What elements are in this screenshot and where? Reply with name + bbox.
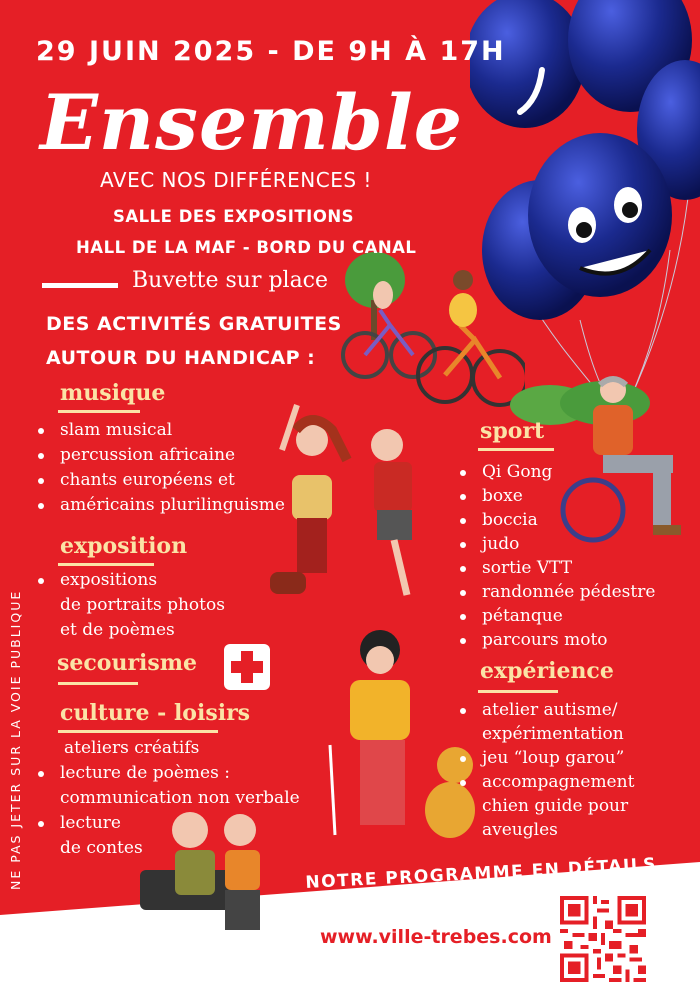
programme-link-label: NOTRE PROGRAMME EN DÉTAILS SUR	[305, 854, 658, 913]
list-item: américains plurilinguisme	[34, 493, 285, 518]
heading-underline	[58, 410, 140, 413]
activities-intro-line1: DES ACTIVITÉS GRATUITES	[46, 313, 342, 335]
dancing-children-illustration	[262, 400, 447, 610]
list-item: ateliers créatifs	[64, 738, 200, 758]
venue-location: HALL DE LA MAF - BORD DU CANAL	[76, 238, 417, 257]
list-item: expositions	[34, 568, 225, 593]
section-heading-exposition: exposition	[60, 533, 188, 559]
list-item: percussion africaine	[34, 443, 285, 468]
experience-list	[456, 698, 634, 842]
list-item: randonnée pédestre	[456, 580, 655, 604]
heading-underline	[58, 682, 138, 685]
event-subtitle: AVEC NOS DIFFÉRENCES !	[100, 168, 372, 192]
activities-intro-line2: AUTOUR DU HANDICAP :	[46, 347, 316, 369]
section-heading-experience: expérience	[480, 658, 614, 684]
list-item: boccia	[456, 508, 655, 532]
list-item: atelier autisme/	[456, 698, 634, 722]
list-item: lecture de poèmes :	[34, 761, 300, 786]
culture-list	[34, 736, 300, 861]
list-item: accompagnement	[456, 770, 634, 794]
list-item: de portraits photos	[60, 595, 225, 615]
list-item: chien guide pour	[482, 796, 629, 816]
musique-list	[34, 418, 285, 518]
list-item: parcours moto	[456, 628, 655, 652]
heading-underline	[58, 730, 218, 733]
event-title: Ensemble	[40, 78, 464, 167]
list-item: Qi Gong	[456, 460, 655, 484]
heading-underline	[478, 448, 554, 451]
venue-name: SALLE DES EXPOSITIONS	[113, 207, 355, 226]
website-link[interactable]: www.ville-trebes.com	[320, 926, 552, 948]
section-heading-culture-loisirs: culture - loisirs	[60, 700, 251, 726]
do-not-litter-note: NE PAS JETER SUR LA VOIE PUBLIQUE	[8, 589, 23, 890]
list-item: de contes	[60, 838, 143, 858]
list-item: pétanque	[456, 604, 655, 628]
section-heading-sport: sport	[480, 418, 545, 444]
list-item: expérimentation	[482, 724, 624, 744]
buvette-note: Buvette sur place	[132, 268, 329, 293]
list-item: jeu “loup garou”	[456, 746, 634, 770]
list-item: et de poèmes	[60, 620, 175, 640]
sport-list	[456, 460, 655, 652]
qr-code[interactable]	[560, 896, 646, 982]
list-item: judo	[456, 532, 655, 556]
section-heading-musique: musique	[60, 380, 166, 406]
list-item: communication non verbale	[60, 788, 300, 808]
list-item: sortie VTT	[456, 556, 655, 580]
event-date: 29 JUIN 2025 - DE 9H À 17H	[36, 36, 506, 67]
divider	[42, 283, 118, 288]
list-item: chants européens et	[34, 468, 285, 493]
list-item: aveugles	[482, 820, 558, 840]
list-item: lecture	[34, 811, 300, 836]
list-item: boxe	[456, 484, 655, 508]
list-item: slam musical	[34, 418, 285, 443]
heading-underline	[58, 563, 154, 566]
first-aid-cross-icon	[224, 644, 270, 690]
cyclists-illustration	[335, 250, 525, 420]
exposition-list	[34, 568, 225, 643]
heading-underline	[478, 690, 558, 693]
section-heading-secourisme: secourisme	[57, 650, 198, 676]
